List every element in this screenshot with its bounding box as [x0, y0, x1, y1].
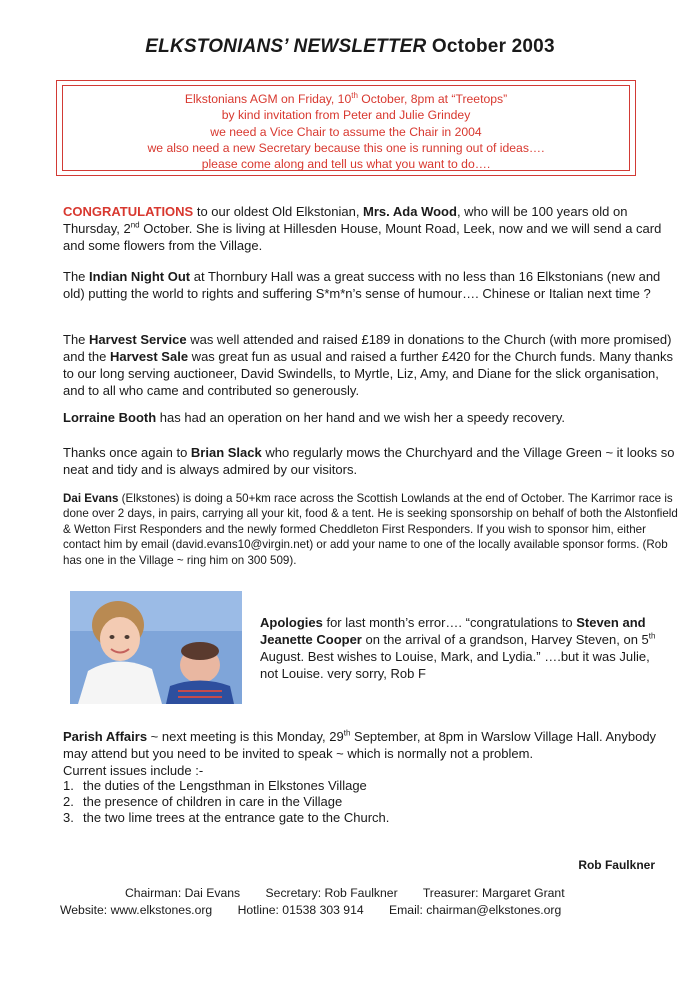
indian-night-paragraph: The Indian Night Out at Thornbury Hall was a great success with no less than 16 Elkstonians (new and old) putting the world to rights and suffering S*m*n’s sense of humour…. Chinese or Italian next time ?: [63, 269, 661, 301]
footer-hotline: Hotline: 01538 303 914: [237, 903, 364, 917]
parish-affairs-paragraph: Parish Affairs ~ next meeting is this Monday, 29th September, at 8pm in Warslow Village Hall. Anybody may attend but you need to be invited to speak ~ which is normally not a problem. Current issues include :-: [63, 728, 657, 778]
footer-chairman: Chairman: Dai Evans: [125, 886, 241, 900]
list-item: 1. the duties of the Lengsthman in Elkstones Village: [63, 778, 367, 793]
newsletter-title: [0, 36, 700, 58]
current-issues-list: [63, 778, 389, 826]
harvest-paragraph: The Harvest Service was well attended and raised £189 in donations to the Church (with more promised) and the Harvest Sale was great fun as usual and raised a further £420 for the Church funds. Many thanks to our long serving auctioneer, David Swindells, to Myrtle, Liz, Amy, and Diane for the slick organisation, and to all who came and contributed so generously.: [63, 332, 673, 398]
dai-evans-paragraph: Dai Evans (Elkstones) is doing a 50+km race across the Scottish Lowlands at the end of October. The Karrimor race is done over 2 days, in pairs, carrying all your kit, food & a tent. He is seeking sponsorship on behalf of both the Alstonfield & Wetton First Responders and the newly formed Cheddleton First Responders. If you wish to sponsor him, either contact him by email (david.evans10@virgin.net) or add your name to one of the locally available sponsor forms. (Rob has one in the Village ~ ring him on 300 509).: [63, 492, 678, 567]
lorraine-paragraph: Lorraine Booth has had an operation on her hand and we wish her a speedy recovery.: [63, 410, 565, 425]
congratulations-paragraph: CONGRATULATIONS to our oldest Old Elkstonian, Mrs. Ada Wood, who will be 100 years old on Thursday, 2nd October. She is living at Hillesden House, Mount Road, Leek, now and we will send a card and some flowers from the Village.: [63, 204, 662, 253]
notice-line-1: Elkstonians AGM on Friday, 10th October, 8pm at “Treetops”: [184, 90, 508, 106]
footer-email[interactable]: Email: chairman@elkstones.org: [389, 903, 562, 917]
title-date: October 2003: [431, 36, 555, 57]
children-photo: [70, 591, 242, 704]
apologies-paragraph: Apologies for last month’s error…. “congratulations to Steven and Jeanette Cooper on the arrival of a grandson, Harvey Steven, on 5th August. Best wishes to Louise, Mark, and Lydia.” ….but it was Julie, not Louise. very sorry, Rob F: [260, 615, 656, 681]
agm-notice-box: [56, 80, 636, 176]
title-name: ELKSTONIANS’ NEWSLETTER: [145, 36, 427, 57]
footer-secretary: Secretary: Rob Faulkner: [265, 886, 398, 900]
brian-paragraph: Thanks once again to Brian Slack who regularly mows the Churchyard and the Village Green ~ it looks so neat and tidy and is always admired by our visitors.: [63, 445, 675, 477]
notice-line-2: by kind invitation from Peter and Julie Grindey: [221, 108, 471, 123]
footer-website[interactable]: Website: www.elkstones.org: [60, 903, 213, 917]
footer-officers: [125, 886, 565, 900]
notice-line-3: we need a Vice Chair to assume the Chair in 2004: [210, 124, 482, 139]
list-item: 2. the presence of children in care in the Village: [63, 794, 343, 809]
notice-line-4: we also need a new Secretary because this one is running out of ideas….: [147, 140, 545, 155]
footer-treasurer: Treasurer: Margaret Grant: [422, 886, 565, 900]
footer-contacts: [60, 903, 561, 917]
notice-line-5: please come along and tell us what you want to do….: [201, 157, 491, 172]
signature: Rob Faulkner: [578, 858, 655, 872]
list-item: 3. the two lime trees at the entrance gate to the Church.: [63, 810, 390, 825]
